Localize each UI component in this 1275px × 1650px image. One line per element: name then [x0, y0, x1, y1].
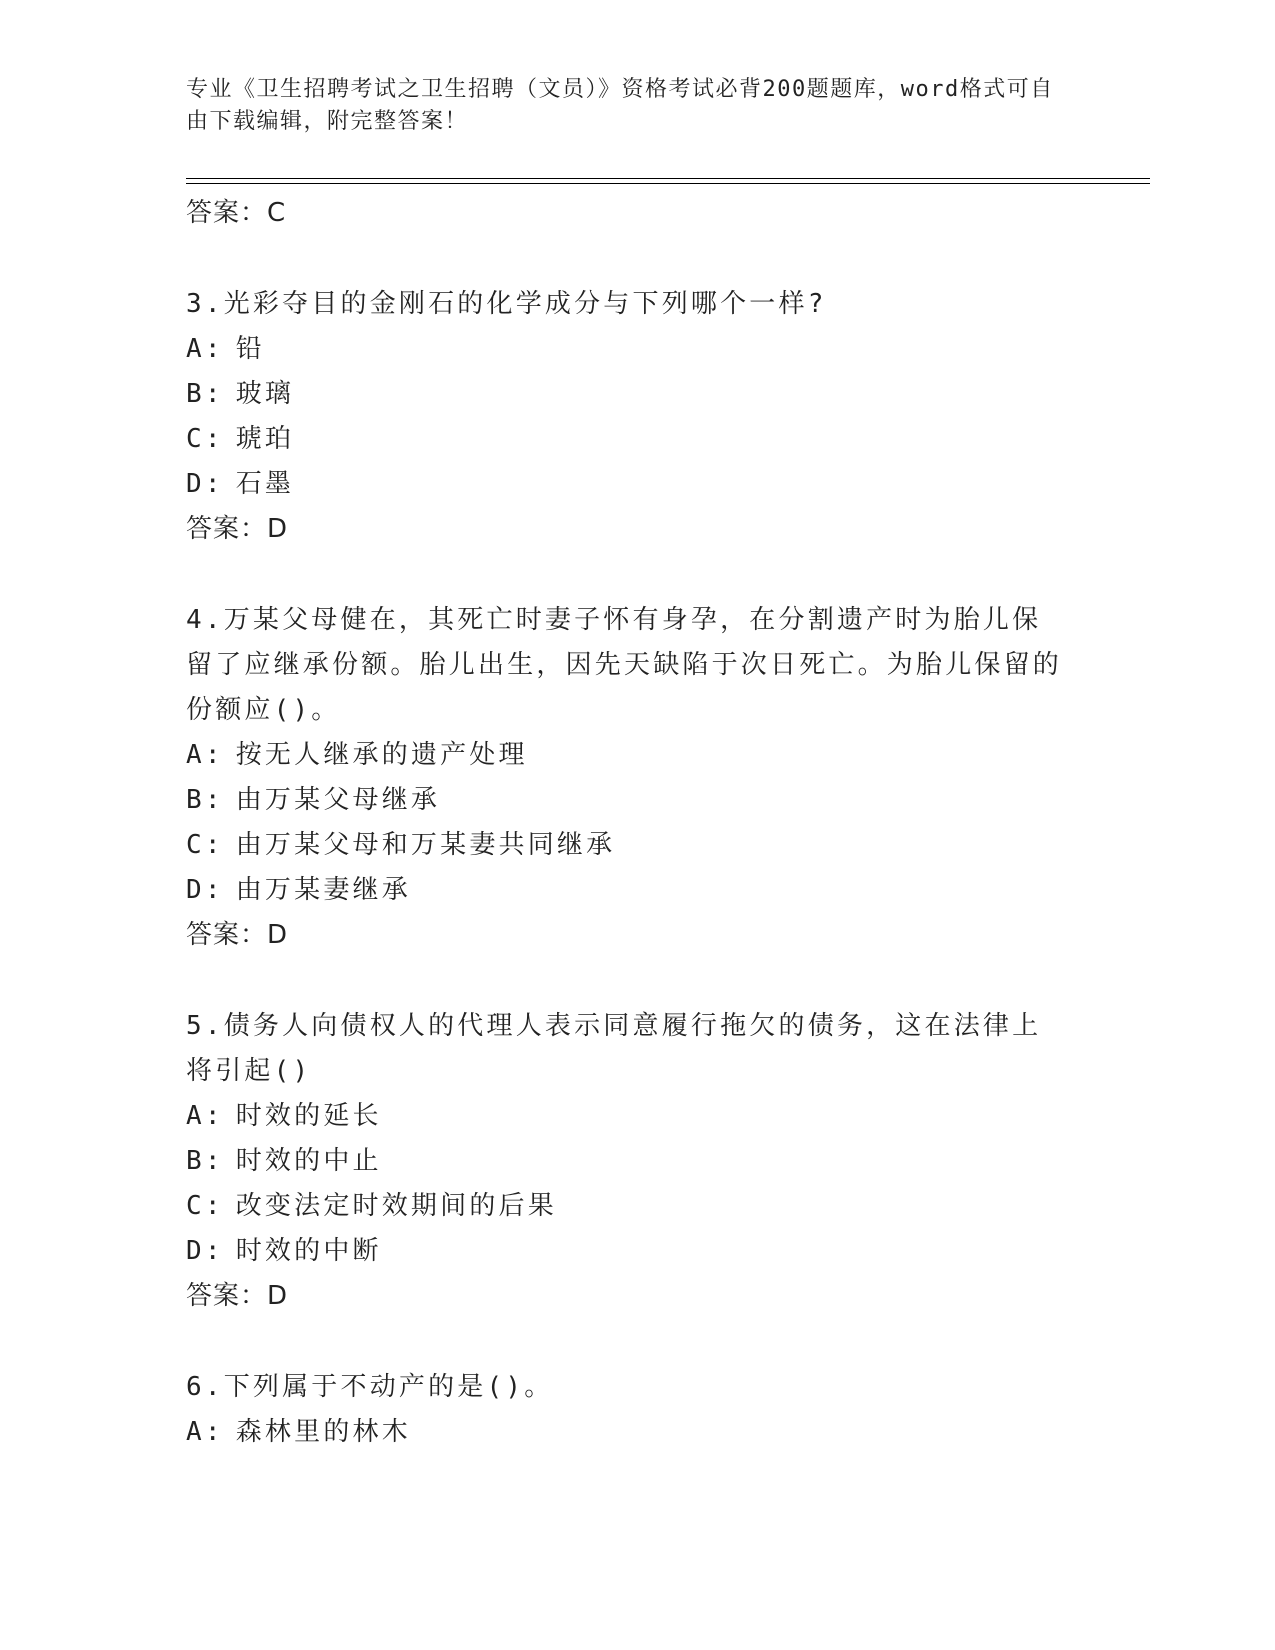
answer-value: D	[267, 920, 289, 950]
option-row	[186, 462, 1066, 507]
option-text: 铅	[235, 334, 265, 364]
option-row	[186, 778, 1066, 823]
option-row	[186, 372, 1066, 417]
option-text: 玻璃	[235, 379, 295, 409]
question-text: 5.债务人向债权人的代理人表示同意履行拖欠的债务，这在法律上将引起()	[186, 1011, 1042, 1086]
option-row	[186, 868, 1066, 913]
answer-line	[186, 507, 1066, 552]
answer-label: 答案：	[186, 920, 268, 950]
answer-label: 答案：	[186, 198, 268, 228]
option-text: 由万某父母和万某妻共同继承	[235, 830, 616, 860]
answer-value: D	[267, 514, 289, 544]
header-rule-bottom	[186, 183, 1150, 184]
option-letter: C:	[186, 1191, 224, 1221]
answer-line	[186, 191, 1066, 236]
question-gap	[186, 236, 1066, 282]
question-gap	[186, 552, 1066, 598]
option-row	[186, 327, 1066, 372]
question-text: 3.光彩夺目的金刚石的化学成分与下列哪个一样?	[186, 289, 827, 319]
option-letter: A:	[186, 1101, 224, 1131]
answer-value: D	[267, 1281, 289, 1311]
option-letter: B:	[186, 785, 224, 815]
option-text: 森林里的林木	[235, 1417, 411, 1447]
question-block	[186, 1365, 1066, 1455]
option-letter: A:	[186, 740, 224, 770]
answer-line	[186, 913, 1066, 958]
option-letter: D:	[186, 1236, 224, 1266]
option-row	[186, 1410, 1066, 1455]
question-text: 6.下列属于不动产的是()。	[186, 1372, 554, 1402]
option-row	[186, 1229, 1066, 1274]
document-header	[186, 74, 1066, 138]
question-gap	[186, 958, 1066, 1004]
option-row	[186, 1094, 1066, 1139]
option-row	[186, 417, 1066, 462]
option-letter: A:	[186, 334, 224, 364]
option-letter: D:	[186, 875, 224, 905]
option-letter: C:	[186, 830, 224, 860]
answer-label: 答案：	[186, 514, 268, 544]
option-text: 琥珀	[235, 424, 295, 454]
header-rule-top	[186, 178, 1150, 179]
header-text: 专业《卫生招聘考试之卫生招聘（文员）》资格考试必背200题题库，word格式可自由下载编辑，附完整答案！	[186, 77, 1054, 134]
answer-label: 答案：	[186, 1281, 268, 1311]
option-letter: B:	[186, 1146, 224, 1176]
option-letter: B:	[186, 379, 224, 409]
answer-value: C	[267, 198, 287, 228]
question-list	[186, 191, 1066, 1455]
option-letter: C:	[186, 424, 224, 454]
option-letter: D:	[186, 469, 224, 499]
question-block	[186, 598, 1066, 958]
answer-line	[186, 1274, 1066, 1319]
option-letter: A:	[186, 1417, 224, 1447]
option-text: 按无人继承的遗产处理	[235, 740, 528, 770]
option-text: 改变法定时效期间的后果	[235, 1191, 557, 1221]
option-text: 石墨	[235, 469, 295, 499]
question-block	[186, 1004, 1066, 1319]
question-gap	[186, 1319, 1066, 1365]
option-text: 时效的中止	[235, 1146, 382, 1176]
option-row	[186, 823, 1066, 868]
question-text: 4.万某父母健在，其死亡时妻子怀有身孕，在分割遗产时为胎儿保留了应继承份额。胎儿出生，因先天缺陷于次日死亡。为胎儿保留的份额应()。	[186, 605, 1063, 725]
option-text: 时效的中断	[235, 1236, 382, 1266]
option-text: 时效的延长	[235, 1101, 382, 1131]
option-row	[186, 1139, 1066, 1184]
option-row	[186, 1184, 1066, 1229]
question-block	[186, 282, 1066, 552]
option-text: 由万某父母继承	[235, 785, 441, 815]
option-row	[186, 733, 1066, 778]
option-text: 由万某妻继承	[235, 875, 411, 905]
